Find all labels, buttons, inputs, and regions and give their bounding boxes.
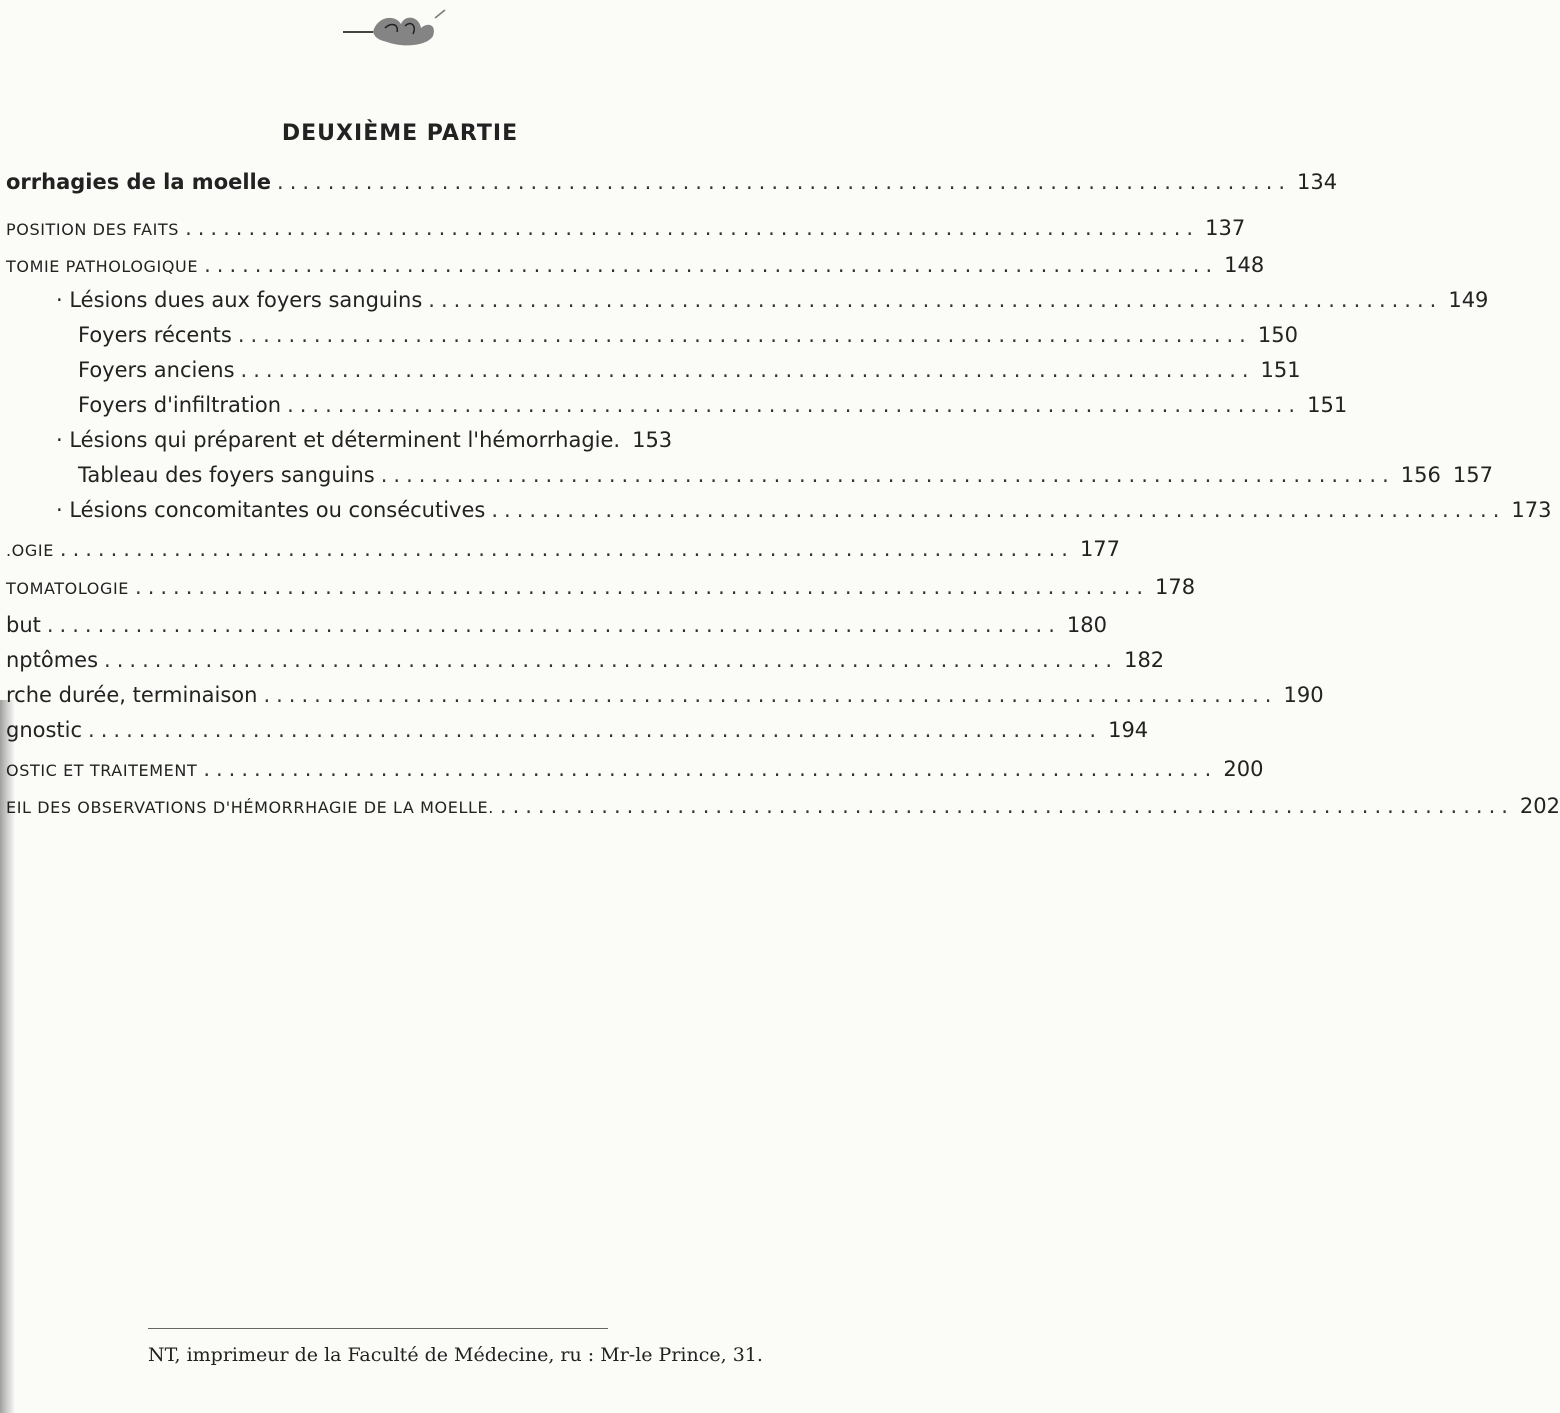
toc-entry-page: 180 [1066,613,1107,637]
toc-entry-page: 190 [1283,683,1324,707]
toc-entry-label: orrhagies de la moelle [6,170,272,194]
printer-footer: NT, imprimeur de la Faculté de Médecine, ru : Mr-le Prince, 31. [148,1344,763,1366]
toc-entry-page: 173 [1511,498,1552,522]
toc-entry-page: 137 [1205,216,1246,240]
toc-entry [56,498,1552,522]
toc-entry-label: Foyers anciens [78,358,235,382]
toc-entry-page: 134 [1297,170,1338,194]
toc-entry-label: POSITION DES FAITS [6,220,180,239]
toc-entry-label: EIL DES OBSERVATIONS D'HÉMORRHAGIE DE LA MOELLE. [6,798,494,817]
toc-entry-label: OSTIC ET TRAITEMENT [6,761,198,780]
leader-dots: ................................................................................ [204,253,1219,277]
toc-entry [6,575,1196,599]
leader-dots: ................................................................................ [88,718,1103,742]
toc-entry-label: gnostic [6,718,83,742]
leader-dots: ................................................................................ [135,575,1150,599]
toc-entry-label: Foyers d'infiltration [78,393,282,417]
toc-entry [6,794,1560,818]
toc-entry-page: 149 [1448,288,1489,312]
leader-dots: ................................................................................ [240,358,1255,382]
toc-entry-label: · Lésions dues aux foyers sanguins [56,288,423,312]
leader-dots: ................................................................................ [203,757,1218,781]
toc-entry-label: TOMATOLOGIE [6,579,130,598]
toc-entry-page: 150 [1257,323,1298,347]
toc-entry [78,463,1493,487]
leader-dots: ................................................................................ [428,288,1443,312]
leader-dots: ................................................................................ [380,463,1395,487]
toc-entry-label: · Lésions qui préparent et déterminent l'hémorrhagie. [56,428,621,452]
toc-entry-page: 177 [1079,537,1121,561]
leader-dots: ................................................................................ [237,323,1252,347]
toc-entry [6,216,1246,240]
toc-entry-page: 182 [1124,648,1165,672]
toc-entry-label: · Lésions concomitantes ou consécutives [56,498,486,522]
toc-entry-label: rche durée, terminaison [6,683,258,707]
toc-entry-page: 200 [1223,757,1264,781]
toc-entry [6,648,1165,672]
toc-entry-label: .OGIE [6,541,54,560]
footer-rule [148,1328,608,1329]
toc-entry-page: 178 [1155,575,1196,599]
toc-entry [6,253,1265,277]
toc-entry-page: 148 [1224,253,1265,277]
toc-entry-page: 194 [1108,718,1149,742]
toc-entry-page: 153 [632,428,673,452]
toc-entry [6,757,1264,781]
toc-entry [56,288,1489,312]
toc-entry-page: 157 [1452,463,1493,487]
toc-entry [6,170,1338,194]
toc-entry [78,358,1301,382]
toc-entry [6,683,1324,707]
toc-entry-label: Foyers récents [78,323,232,347]
toc-entry [56,428,673,452]
toc-entry [78,393,1348,417]
toc-entry-page-start: 156 [1400,463,1441,487]
toc-entry-page: 151 [1260,358,1301,382]
toc-entry [6,613,1107,637]
leader-dots: ................................................................................ [263,683,1278,707]
toc-entry [78,323,1298,347]
toc-entry-label: but [6,613,41,637]
part-title: DEUXIÈME PARTIE [281,121,519,146]
toc-entry-label: Tableau des foyers sanguins [78,463,375,487]
leader-dots: ................................................................................ [104,648,1119,672]
leader-dots: ................................................................................ [499,794,1514,818]
leader-dots: ................................................................................ [59,537,1074,561]
toc-entry-label: nptômes [6,648,99,672]
toc-entry-page: 202 [1519,794,1560,818]
toc-entry [6,537,1121,561]
leader-dots: ................................................................................ [491,498,1506,522]
toc-entry [6,718,1149,742]
leader-dots: ................................................................................ [185,216,1200,240]
toc-entry-label: TOMIE PATHOLOGIQUE [6,257,199,276]
leader-dots: ................................................................................ [287,393,1302,417]
leader-dots: ................................................................................ [46,613,1061,637]
leader-dots: ................................................................................ [277,170,1292,194]
toc-entry-page: 151 [1307,393,1348,417]
